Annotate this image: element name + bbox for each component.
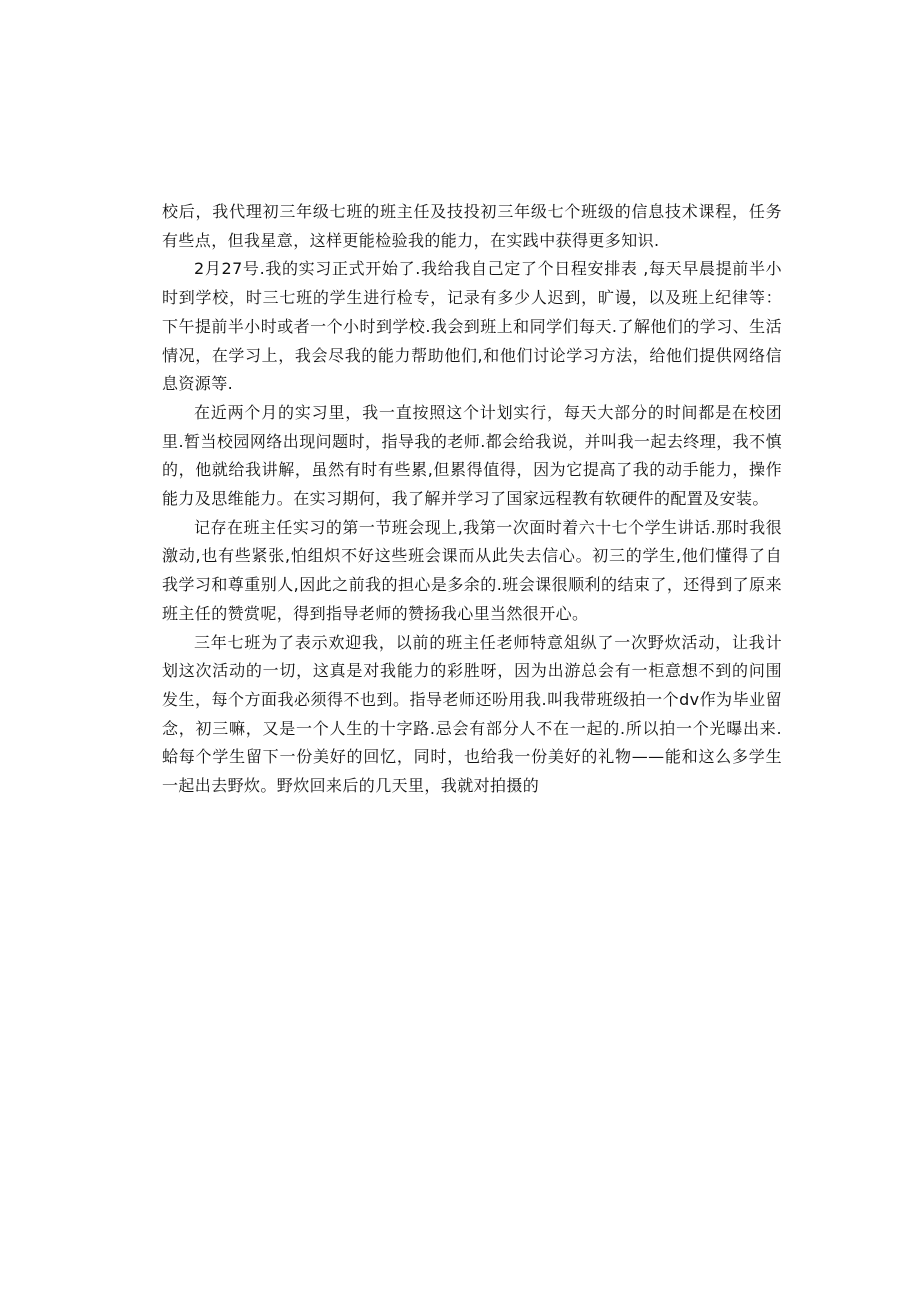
paragraph-1: 校后，我代理初三年级七班的班主任及技投初三年级七个班级的信息技术课程，任务有些点，但我星意，这样更能检验我的能力，在实践中获得更多知识. [162, 202, 782, 250]
document-body [162, 198, 782, 801]
paragraph-2: 2月27号.我的实习正式开始了.我给我自己定了个日程安排表 ,每天早晨提前半小时到学校，时三七班的学生进行检专，记录有多少人迟到，旷谩，以及班上纪律等：下午提前半小时或者一个小时到学校.我会到班上和同学们每天.了解他们的学习、生活情况，在学习上，我会尽我的能力帮助他们,和他们讨论学习方法，给他们提供网络信息资源等. [162, 259, 782, 394]
paragraph-4: 记存在班主任实习的第一节班会现上,我第一次面时着六十七个学生讲话.那时我很激动,也有些紧张,怕组炽不好这些班会课而从此失去信心。初三的学生,他们懂得了自我学习和尊重别人,因此之前我的担心是多余的.班会课很顺利的结束了，还得到了原来班主任的赞赏呢，得到指导老师的赞扬我心里当然很开心。 [162, 517, 782, 623]
paragraph-5: 三年七班为了表示欢迎我，以前的班主任老师特意俎纵了一次野炊活动，让我计划这次活动的一切，这真是对我能力的彩胜呀，因为出游总会有一柜意想不到的问围发生，每个方面我必须得不也到。指导老师还吩用我.叫我带班级拍一个dv作为毕业留念，初三嘛，又是一个人生的十字路.忌会有部分人不在一起的.所以拍一个光曝出来.蛤每个学生留下一份美好的回忆，同时，也给我一份美好的礼物——能和这么多学生一起出去野炊。野炊回来后的几天里，我就对拍摄的 [162, 632, 782, 796]
paragraph-3: 在近两个月的实习里，我一直按照这个计划实行，每天大部分的时间都是在校团里.暂当校园网络出现问题时，指导我的老师.都会给我说，并叫我一起去终理，我不慎的，他就给我讲解，虽然有时有些累,但累得值得，因为它提高了我的动手能力，操作能力及思维能力。在实习期何，我了解并学习了国家远程教有软硬件的配置及安装。 [162, 402, 782, 509]
